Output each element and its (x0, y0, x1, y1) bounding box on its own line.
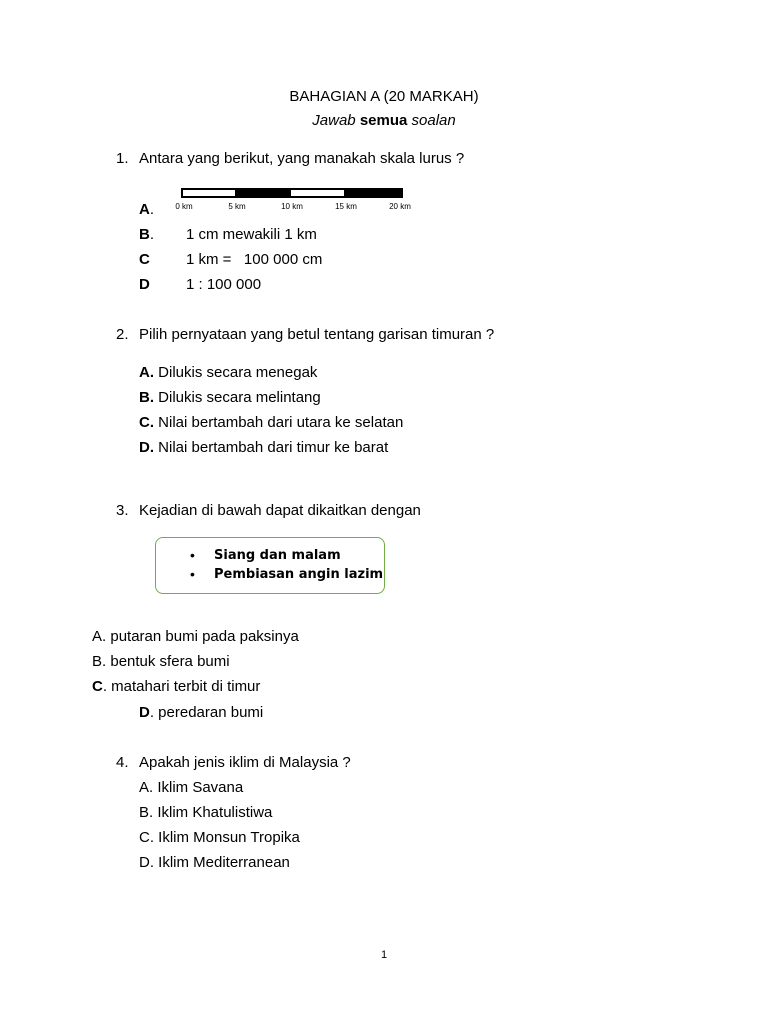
q4-option-d[interactable]: D. Iklim Mediterranean (139, 854, 290, 871)
scale-segment-4 (344, 188, 403, 198)
scale-tick-label: 15 km (335, 202, 357, 211)
option-letter: D. (139, 439, 154, 456)
q1-option-b[interactable] (139, 226, 154, 243)
section-title: BAHAGIAN A (20 MARKAH) (289, 88, 479, 105)
scale-segment-1 (181, 188, 237, 198)
section-instruction (0, 112, 768, 129)
q2-option-a[interactable] (139, 364, 317, 381)
option-text: . matahari terbit di timur (102, 678, 261, 695)
q3-option-a[interactable] (92, 628, 299, 645)
q1-option-d-text: 1 : 100 000 (186, 276, 262, 293)
option-text: . putaran bumi pada paksinya (102, 628, 299, 645)
option-letter: A (92, 628, 103, 645)
q3-option-b[interactable] (92, 653, 230, 670)
q4-text: Apakah jenis iklim di Malaysia ? (139, 754, 351, 771)
instruction-part-3: soalan (411, 112, 456, 129)
q3-text: Kejadian di bawah dapat dikaitkan dengan (139, 502, 421, 519)
scale-tick-label: 10 km (281, 202, 303, 211)
option-letter: A. (139, 364, 154, 381)
q2-option-b[interactable] (139, 389, 321, 406)
option-text: Dilukis secara melintang (158, 389, 321, 406)
q1-option-a[interactable] (139, 201, 154, 218)
bullet-icon: • (190, 547, 195, 563)
bullet-icon: • (190, 566, 195, 582)
q3-number: 3. (116, 502, 129, 519)
scale-tick-label: 0 km (175, 202, 193, 211)
q4-option-a[interactable]: A. Iklim Savana (139, 779, 244, 796)
option-letter: C (92, 678, 103, 695)
option-text: Nilai bertambah dari utara ke selatan (158, 414, 404, 431)
option-text: . bentuk sfera bumi (102, 653, 230, 670)
option-letter: A (139, 201, 150, 218)
scale-tick-label: 5 km (228, 202, 246, 211)
option-punct: . (149, 201, 155, 218)
q3-option-c[interactable] (92, 678, 260, 695)
option-punct: . (149, 226, 155, 243)
q3-box-item: Siang dan malam (214, 548, 341, 563)
option-text: Dilukis secara menegak (158, 364, 318, 381)
q4-option-c[interactable]: C. Iklim Monsun Tropika (139, 829, 300, 846)
scale-tick-label: 20 km (389, 202, 411, 211)
option-text: . peredaran bumi (149, 704, 264, 721)
q1-option-c[interactable]: C (139, 251, 150, 268)
q2-option-c[interactable] (139, 414, 403, 431)
option-letter: D (139, 704, 150, 721)
option-letter: C. (139, 414, 154, 431)
q1-option-c-text: 1 km = 100 000 cm (186, 251, 323, 268)
q1-option-b-text: 1 cm mewakili 1 km (186, 226, 317, 243)
q4-number: 4. (116, 754, 129, 771)
q1-text: Antara yang berikut, yang manakah skala lurus ? (139, 150, 465, 167)
option-letter: B. (139, 389, 154, 406)
q3-option-d[interactable] (139, 704, 263, 721)
q2-option-d[interactable] (139, 439, 388, 456)
page-number: 1 (380, 949, 388, 961)
q4-option-b[interactable]: B. Iklim Khatulistiwa (139, 804, 273, 821)
q2-text: Pilih pernyataan yang betul tentang garisan timuran ? (139, 326, 495, 343)
q1-option-d[interactable]: D (139, 276, 150, 293)
option-text: Nilai bertambah dari timur ke barat (158, 439, 389, 456)
q1-number: 1. (116, 150, 129, 167)
option-letter: B (92, 653, 103, 670)
scale-segment-2 (235, 188, 291, 198)
q2-number: 2. (116, 326, 129, 343)
option-letter: B (139, 226, 150, 243)
instruction-part-2: semua (359, 112, 408, 129)
q3-box-item: Pembiasan angin lazim (214, 567, 384, 582)
scale-segment-3 (289, 188, 346, 198)
linear-scale-bar (181, 188, 403, 198)
instruction-part-1: Jawab (312, 112, 356, 129)
